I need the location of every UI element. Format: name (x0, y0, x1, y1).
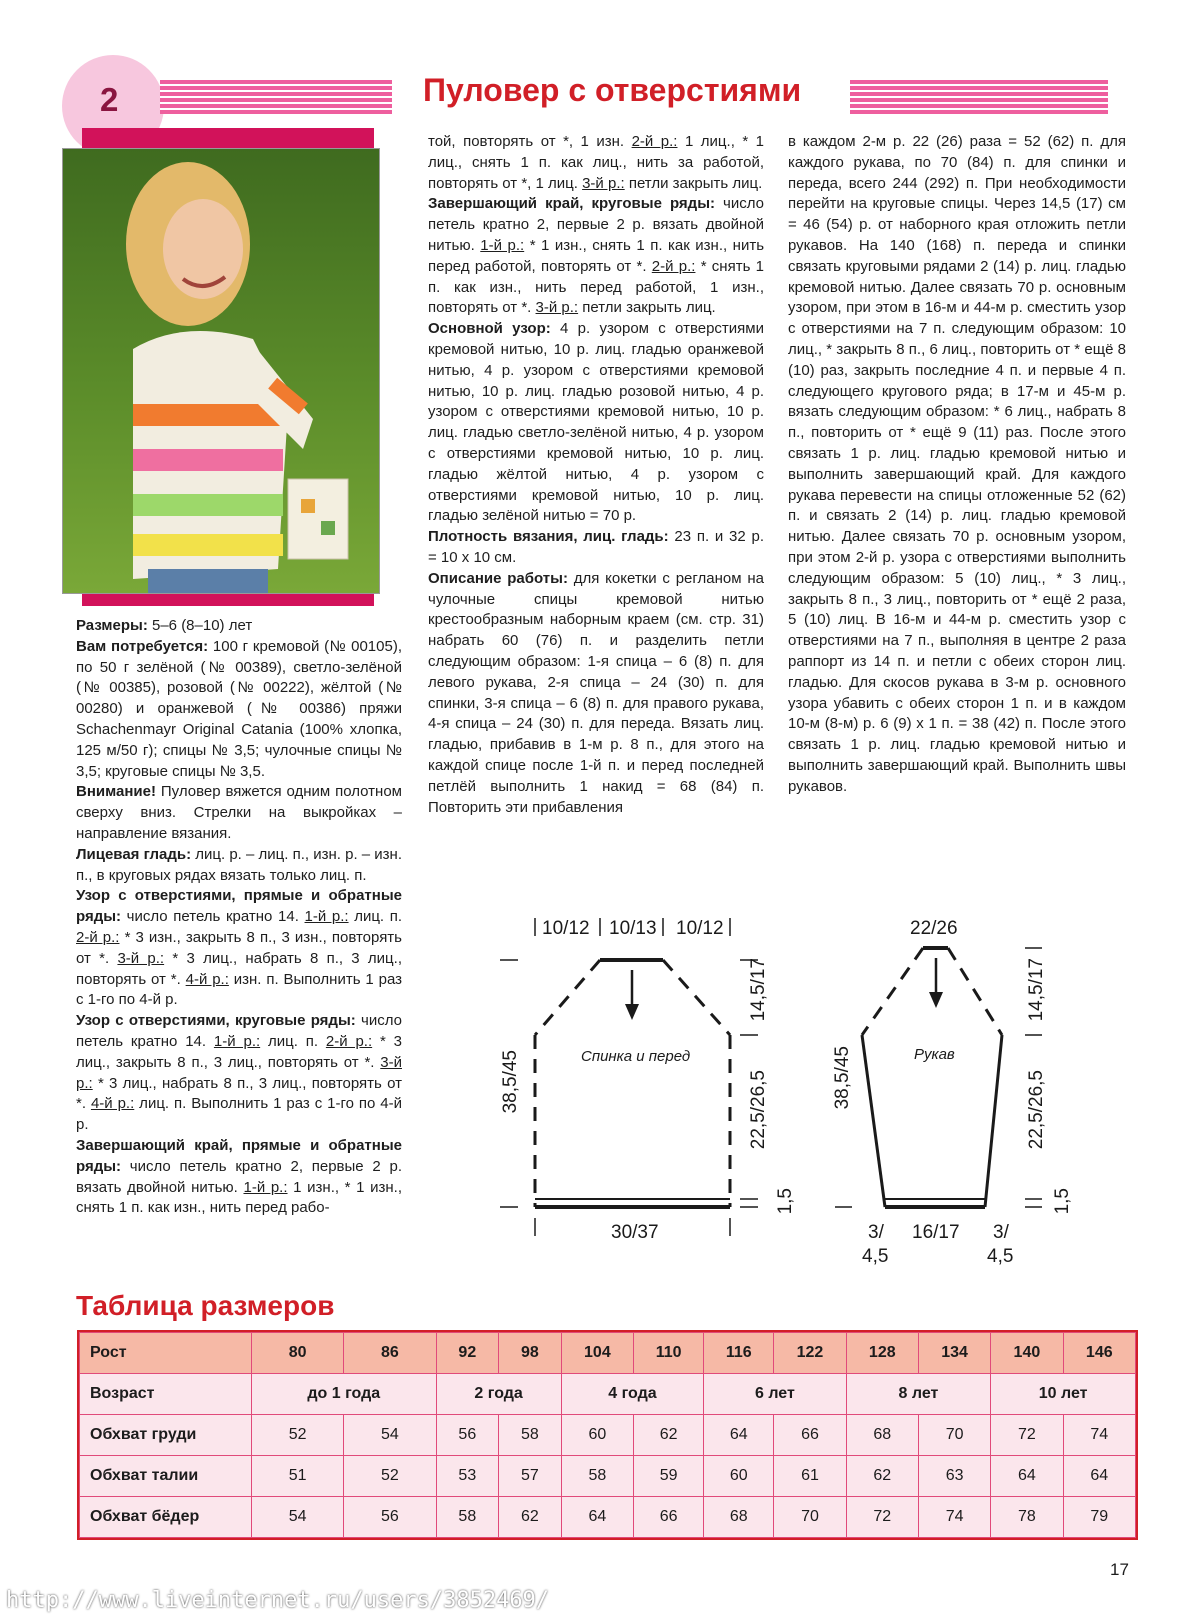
row-ref: 4-й р.: (90, 1095, 135, 1113)
chest-cell: 58 (499, 1415, 562, 1456)
sleeve-right-lower-dim: 22,5/26,5 (1026, 1070, 1047, 1150)
height-cell: 146 (1063, 1333, 1135, 1374)
row-ref: 1-й р.: (480, 236, 525, 254)
height-cell: 134 (918, 1333, 990, 1374)
schematic-body (480, 900, 780, 1240)
chest-cell: 74 (1063, 1415, 1135, 1456)
hips-cell: 64 (561, 1497, 633, 1538)
height-row (80, 1333, 1136, 1374)
hips-cell: 66 (634, 1497, 704, 1538)
row-ref: 2-й р.: (76, 928, 120, 946)
hole-pattern-flat-text: * 3 лиц., набрать 8 п., 3 лиц., повторять от *. (76, 949, 402, 988)
hips-cell: 70 (774, 1497, 846, 1538)
photo-illustration (63, 149, 379, 593)
height-cell: 86 (344, 1333, 436, 1374)
row-ref: 1-й р.: (243, 1178, 288, 1196)
hole-pattern-round-label: Узор с отверстиями, круговые ряды: (76, 1012, 356, 1030)
body-right-lower-dim: 22,5/26,5 (748, 1070, 769, 1150)
waist-cell: 59 (634, 1456, 704, 1497)
chest-cell: 52 (252, 1415, 344, 1456)
sleeve-right-band-dim: 1,5 (1052, 1188, 1073, 1215)
size-table-grid (79, 1332, 1136, 1538)
edge-flat-continued: петли закрыть лиц. (624, 174, 763, 192)
body-top-left-dim: 10/12 (542, 918, 590, 939)
waist-cell: 52 (344, 1456, 436, 1497)
age-cell: до 1 года (252, 1374, 437, 1415)
waist-cell: 64 (991, 1456, 1063, 1497)
height-cell: 80 (252, 1333, 344, 1374)
row-ref: 2-й р.: (631, 133, 678, 150)
waist-cell: 63 (918, 1456, 990, 1497)
chest-cell: 54 (344, 1415, 436, 1456)
height-label: Рост (80, 1333, 252, 1374)
height-cell: 104 (561, 1333, 633, 1374)
hole-pattern-round-text: число петель кратно 14. (76, 1012, 402, 1050)
chest-cell: 64 (704, 1415, 774, 1456)
sleeve-top-dim: 22/26 (910, 918, 958, 939)
gauge-text: 23 п. и 32 р. = 10 х 10 см. (428, 528, 764, 566)
page-number: 17 (1110, 1560, 1129, 1579)
hips-cell: 74 (918, 1497, 990, 1538)
hips-cell: 54 (252, 1497, 344, 1538)
sleeve-left-height-dim: 38,5/45 (832, 1046, 853, 1110)
hips-cell: 58 (436, 1497, 499, 1538)
row-ref: 1-й р.: (304, 908, 349, 926)
waist-cell: 64 (1063, 1456, 1135, 1497)
height-cell: 92 (436, 1333, 499, 1374)
hips-cell: 78 (991, 1497, 1063, 1538)
materials-label: Вам потребуется: (76, 637, 209, 655)
waist-cell: 53 (436, 1456, 499, 1497)
header-stripes-right (850, 80, 1108, 114)
age-label: Возраст (80, 1374, 252, 1415)
chest-cell: 56 (436, 1415, 499, 1456)
edge-round-label: Завершающий край, круговые ряды: (428, 195, 715, 213)
waist-cell: 57 (499, 1456, 562, 1497)
sizes-label: Размеры: (76, 617, 148, 634)
hole-pattern-flat-text: число петель кратно 14. (121, 908, 305, 926)
edge-round-text: число петель кратно 2, первые 2 р. вязать двойной нитью. (428, 195, 764, 254)
pattern-title: Пуловер с отверстиями (423, 72, 802, 108)
hole-pattern-flat-text: * 3 изн., закрыть 8 п., 3 изн., повторять от *. (76, 928, 402, 967)
sleeve-bottom-mid-dim: 16/17 (912, 1222, 960, 1243)
row-ref: 2-й р.: (651, 257, 696, 275)
chest-cell: 72 (991, 1415, 1063, 1456)
text-column-right (788, 132, 1126, 798)
body-label: Спинка и перед (581, 1048, 691, 1065)
hole-pattern-flat-text: лиц. п. (348, 908, 403, 926)
sleeve-bottom-left-dim-a: 3/ (868, 1222, 884, 1243)
size-table-title: Таблица размеров (76, 1290, 335, 1321)
waist-cell: 61 (774, 1456, 846, 1497)
chest-row (80, 1415, 1136, 1456)
edge-flat-continued: 1 лиц., * 1 лиц., снять 1 п. как лиц., нить за работой, повторять от *, 1 лиц. (428, 133, 765, 192)
body-bottom-width-dim: 30/37 (611, 1222, 659, 1243)
stockinette-text: лиц. р. – лиц. п., изн. р. – изн. п., в круговых рядах вязать только лиц. п. (76, 845, 403, 884)
hips-cell: 56 (344, 1497, 436, 1538)
height-cell: 122 (774, 1333, 846, 1374)
attention-text: Пуловер вяжется одним полотном сверху вниз. Стрелки на выкройках – направление вязания. (76, 783, 402, 842)
hole-pattern-flat-text: изн. п. Выполнить 1 раз с 1-го по 4-й р. (76, 970, 402, 1009)
waist-row (80, 1456, 1136, 1497)
height-cell: 128 (846, 1333, 918, 1374)
hole-pattern-round-text: * 3 лиц., закрыть 8 п., 3 лиц., повторять от *. (76, 1032, 403, 1071)
waist-cell: 51 (252, 1456, 344, 1497)
page-number-badge-text: 2 (100, 81, 119, 118)
chest-cell: 62 (634, 1415, 704, 1456)
main-pattern-label: Основной узор: (428, 320, 551, 338)
body-top-mid-dim: 10/13 (609, 918, 657, 939)
waist-cell: 62 (846, 1456, 918, 1497)
waist-cell: 58 (561, 1456, 633, 1497)
body-left-height-dim: 38,5/45 (500, 1050, 521, 1114)
edge-flat-text: 1 изн., * 1 изн., снять 1 п. как изн., нить перед рабо- (76, 1178, 403, 1217)
body-right-band-dim: 1,5 (775, 1188, 796, 1215)
materials-text: 100 г кремовой (№ 00105), по 50 г зелёной (№ 00389), светло-зелёной (№ 00385), розовой (№ 00222), жёлтой (№ 00280) и оранжевой (№ 00386) пряжи Schachenmayr Original Catania (100% хлопка, 125 м/50 г); спицы № 3,5; чулочные спицы № 3,5; круговые спицы № 3,5. (76, 637, 402, 780)
edge-flat-label: Завершающий край, прямые и обратные ряды: (76, 1136, 402, 1175)
row-ref: 3-й р.: (582, 174, 625, 192)
waist-cell: 60 (704, 1456, 774, 1497)
hips-cell: 79 (1063, 1497, 1135, 1538)
waist-label: Обхват талии (80, 1456, 252, 1497)
text-column-left (76, 616, 402, 1219)
height-cell: 98 (499, 1333, 562, 1374)
hole-pattern-flat-label: Узор с отверстиями, прямые и обратные ряды: (76, 887, 402, 926)
hips-cell: 72 (846, 1497, 918, 1538)
row-ref: 3-й р.: (535, 299, 579, 317)
sleeve-right-upper-dim: 14,5/17 (1026, 958, 1047, 1022)
instructions-continued: в каждом 2-м р. 22 (26) раза = 52 (62) п. для каждого рукава, по 70 (84) п. для спинки и переда, всего 244 (292) п. При необходимости перейти на круговые спицы. Через 14,5 (17) см = 46 (54) р. от наборного края отложить петли рукавов. На 140 (168) п. переда и спинки связать круговыми рядами 2 (14) р. лиц. гладью кремовой нитью. Далее связать 70 р. основным узором, при этом в 16-м и 44-м р. сместить узор с отверстиями на 7 п. следующим образом: 10 лиц., * закрыть 8 п., 6 лиц., повторить от * ещё 8 (10) раз, закрыть последние 4 п. и первые 4 п. следующего кругового ряда; в 17-м и 45-м р. вязать следующим образом: * 6 лиц., набрать 8 п., повторить от * ещё 9 (11) раз. После этого связать 1 р. лиц. гладью кремовой нитью и выполнить завершающий край. Для каждого рукава перевести на спицы отложенные 52 (62) п. и связать 2 (14) р. лиц. гладью кремовой нитью. Далее связать 70 р. основным узором, при этом 2-й р. узора с отверстиями выполнить следующим образом: 5 (10) лиц., * 3 лиц., закрыть 8 п., 3 лиц., повторить от * ещё 2 раза, 5 (10) лиц. В 16-м и 44-м р. сместить узор с отверстиями на 7 п., выполняя в центре 2 раза раппорт из 14 п. и петли с обеих сторон лиц. гладью. Для скосов рукава в 3-м р. основного узора убавить с обеих сторон 1 п. и в каждом 10-м (8-м) р. 6 (9) х 1 п. = 38 (42) п. После этого связать 1 р. лиц. гладью кремовой нитью и выполнить завершающий край. Выполнить швы рукавов. (788, 133, 1126, 795)
age-cell: 6 лет (704, 1374, 846, 1415)
age-cell: 4 года (561, 1374, 703, 1415)
hips-cell: 68 (704, 1497, 774, 1538)
chest-cell: 70 (918, 1415, 990, 1456)
body-right-upper-dim: 14,5/17 (748, 958, 769, 1022)
edge-round-text: * 1 изн., снять 1 п. как изн., нить перед работой, повторять от *. (428, 236, 765, 275)
chest-cell: 66 (774, 1415, 846, 1456)
edge-flat-continued: той, повторять от *, 1 изн. (428, 133, 632, 150)
sleeve-label: Рукав (914, 1046, 955, 1063)
row-ref: 1-й р.: (213, 1032, 261, 1050)
hole-pattern-round-text: лиц. п. (260, 1032, 326, 1050)
hips-label: Обхват бёдер (80, 1497, 252, 1538)
text-column-middle (428, 132, 764, 818)
sleeve-bottom-right-dim-a: 3/ (993, 1222, 1009, 1243)
row-ref: 2-й р.: (325, 1032, 373, 1050)
instructions-label: Описание работы: (428, 569, 568, 587)
stockinette-label: Лицевая гладь: (76, 845, 192, 863)
age-cell: 2 года (436, 1374, 561, 1415)
source-url-watermark[interactable]: http://www.liveinternet.ru/users/3852469/ (6, 1588, 550, 1613)
main-pattern-text: 4 р. узором с отверстиями кремовой нитью, 10 р. лиц. гладью оранжевой нитью, 4 р. узором с отверстиями кремовой нитью, 10 р. лиц. гладью розовой нитью, 4 р. узором с отверстиями кремовой нитью, 10 р. лиц. гладью светло-зелёной нитью, 4 р. узором с отверстиями кремовой нитью, 10 р. лиц. гладью жёлтой нитью, 4 р. узором с отверстиями кремовой нитью, 10 р. лиц. гладью зелёной нитью = 70 р. (428, 320, 764, 525)
height-cell: 116 (704, 1333, 774, 1374)
chest-cell: 60 (561, 1415, 633, 1456)
photo-girl-in-sweater (62, 148, 380, 594)
chest-cell: 68 (846, 1415, 918, 1456)
sleeve-bottom-right-dim-b: 4,5 (987, 1246, 1014, 1267)
header-stripes-left (160, 80, 392, 114)
row-ref: 3-й р.: (76, 1053, 402, 1092)
height-cell: 110 (634, 1333, 704, 1374)
sleeve-bottom-left-dim-b: 4,5 (862, 1246, 889, 1267)
chest-label: Обхват груди (80, 1415, 252, 1456)
height-cell: 140 (991, 1333, 1063, 1374)
edge-flat-text: число петель кратно 2, первые 2 р. вязать двойной нитью. (76, 1157, 402, 1196)
hole-pattern-round-text: лиц. п. Выполнить 1 раз с 1-го по 4-й р. (76, 1095, 403, 1134)
age-cell: 10 лет (991, 1374, 1136, 1415)
gauge-label: Плотность вязания, лиц. гладь: (428, 528, 669, 546)
edge-round-text: * снять 1 п. как изн., нить перед работой, 1 изн., повторять от *. (428, 257, 764, 317)
edge-round-text: петли закрыть лиц. (578, 299, 716, 317)
size-table (77, 1330, 1138, 1540)
instructions-text: для кокетки с регланом на чулочные спицы кремовой нитью крестообразным наборным краем (см. стр. 31) набрать 60 (76) п. и разделить петли следующим образом: 1-я спица – 6 (8) п. для левого рукава, 2-я спица – 24 (30) п. для спинки, 3-я спица – 6 (8) п. для правого рукава, 4-я спица – 24 (30) п. для переда. Вязать лиц. гладью, прибавив в 1-м р. 8 п., для этого на каждой спице после 1-й п. и перед последней петлёй выполнить 1 накид = 68 (84) п. Повторить эти прибавления (428, 569, 764, 816)
hips-cell: 62 (499, 1497, 562, 1538)
hips-row (80, 1497, 1136, 1538)
age-cell: 8 лет (846, 1374, 991, 1415)
age-row (80, 1374, 1136, 1415)
body-top-right-dim: 10/12 (676, 918, 724, 939)
row-ref: 4-й р.: (185, 970, 229, 988)
attention-label: Внимание! (76, 783, 156, 801)
sizes-text: 5–6 (8–10) лет (147, 617, 253, 634)
row-ref: 3-й р.: (117, 949, 165, 967)
hole-pattern-round-text: * 3 лиц., набрать 8 п., 3 лиц., повторять от *. (76, 1074, 402, 1113)
